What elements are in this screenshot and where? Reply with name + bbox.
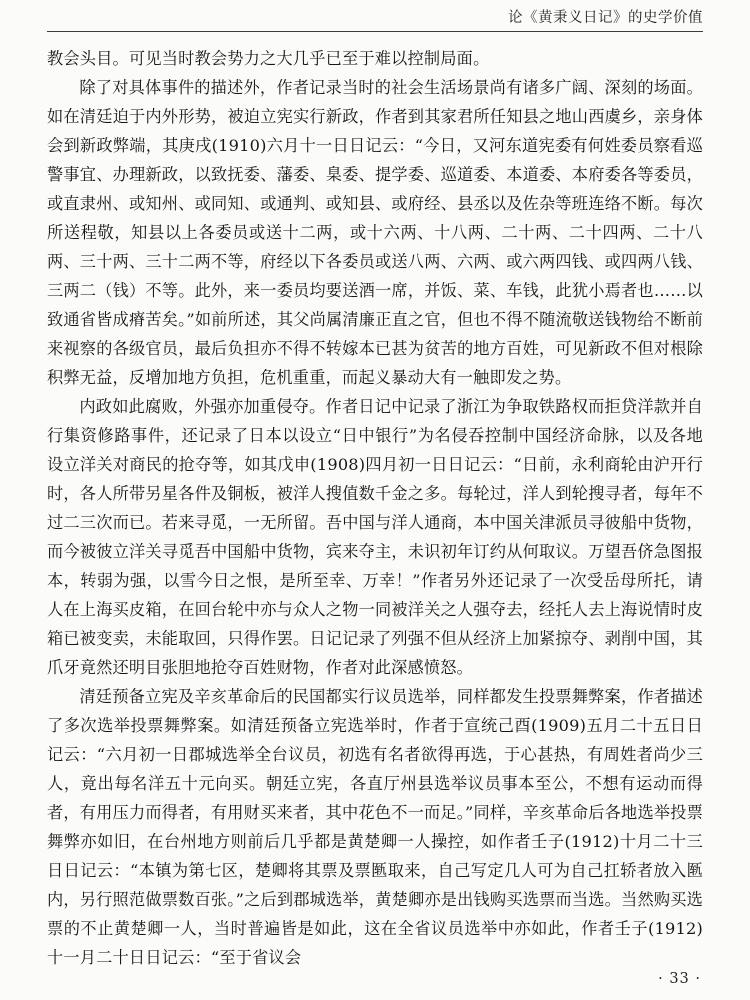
- page-body: [47, 44, 703, 972]
- running-header: [47, 0, 703, 27]
- header-rule-divider: [47, 31, 703, 32]
- paragraph-election-fraud: 清廷预备立宪及辛亥革命后的民国都实行议员选举，同样都发生投票舞弊案，作者描述了多次选举投票舞弊案。如清廷预备立宪选举时，作者于宣统己酉(1909)五月二十五日日记云：“六月初一日郡城选举全台议员，初选有名者欲得再选，于心甚热，有周姓者尚少三人，竟出每名洋五十元向买。朝廷立宪，各直厅州县选举议员事本至公，不想有运动而得者，有用压力而得者，有用财买来者，其中花色不一而足。”同样，辛亥革命后各地选举投票舞弊亦如旧，在台州地方则前后几乎都是黄楚卿一人操控，如作者壬子(1912)十月二十三日日记云：“本镇为第七区，楚卿将其票及票匦取来，自己写定几人可为自己扛轿者放入匦内，另行照范做票数百张。”之后到郡城选举，黄楚卿亦是出钱购买选票而当选。当然购买选票的不止黄楚卿一人，当时普遍皆是如此，这在全省议员选举中亦如此，作者壬子(1912)十一月二十日日记云：“至于省议会: [47, 687, 703, 967]
- paragraph-new-policy: 除了对具体事件的描述外，作者记录当时的社会生活场景尚有诸多广阔、深刻的场面。如在清廷迫于内外形势，被迫立宪实行新政，作者到其家君所任知县之地山西虞乡，亲身体会到新政弊端，其庚戌(1910)六月十一日日记云：“今日，又河东道宪委有何姓委员察看巡警事宜、办理新政，以致抚委、藩委、臬委、提学委、巡道委、本道委、本府委各等委员，或直隶州、或知州、或同知、或通判、或知县、或府经、县丞以及佐杂等班连络不断。每次所送程敬，知县以上各委员或送十二两，或十六两、十八两、二十两、二十四两、二十八两、三十两、三十二两不等，府经以下各委员或送八两、六两、或六两四钱、或四两八钱、三两二（钱）不等。此外，来一委员均要送酒一席，并饭、菜、车钱，此犹小焉者也……以致通省皆成瘠苦矣。”如前所述，其父尚属清廉正直之官，但也不得不随流敬送钱物给不断前来视察的各级官员，最后负担亦不得不转嫁本已甚为贫苦的地方百姓，可见新政不但对根除积弊无益，反增加地方负担，危机重重，而起义暴动大有一触即发之势。: [47, 78, 703, 387]
- paragraph-foreign-plunder: 内政如此腐败，外强亦加重侵夺。作者日记中记录了浙江为争取铁路权而拒贷洋款并自行集资修路事件，还记录了日本以设立“日中银行”为名侵吞控制中国经济命脉，以及各地设立洋关对商民的抢夺等，如其戊申(1908)四月初一日日记云：“日前，永利商轮由沪开行时，各人所带另星各件及铜板，被洋人搜值数千金之多。每轮过，洋人到轮搜寻者，每年不过二三次而已。若来寻觅，一无所留。吾中国与洋人通商，本中国关津派员寻彼船中货物，而今被彼立洋关寻觅吾中国船中货物，宾来夺主，未识初年订约从何取议。万望吾侪急图报本，转弱为强，以雪今日之恨，是所至幸、万幸！”作者另外还记录了一次受岳母所托，请人在上海买皮箱，在回台轮中亦与众人之物一同被洋关之人强夺去，经托人去上海说情时皮箱已被变卖，未能取回，只得作罢。日记记录了列强不但从经济上加紧掠夺、剥削中国，其爪牙竟然还明目张胆地抢夺百姓财物，作者对此深感愤怒。: [47, 397, 703, 677]
- running-title: 论《黄秉义日记》的史学价值: [508, 10, 703, 26]
- paragraph-continuation: 教会头目。可见当时教会势力之大几乎已至于难以控制局面。: [47, 49, 490, 68]
- page-number: · 33 ·: [658, 971, 701, 987]
